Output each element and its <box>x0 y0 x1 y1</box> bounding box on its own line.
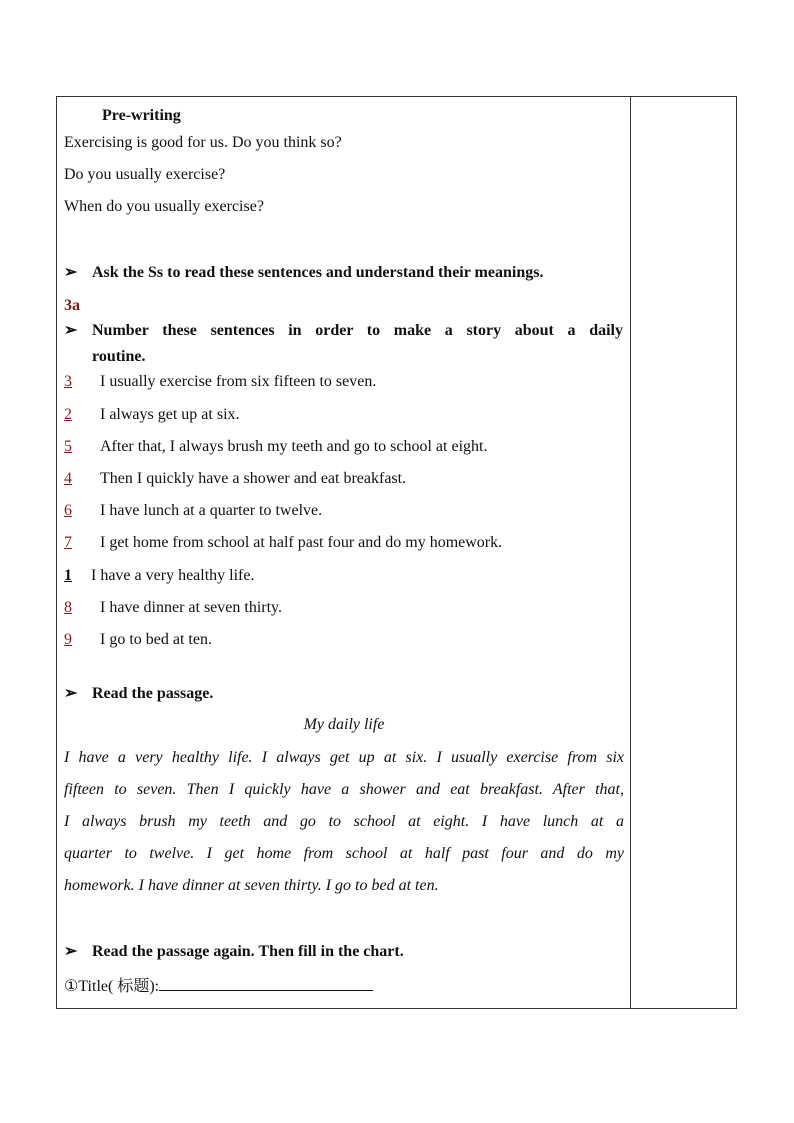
ordering-item <box>64 630 212 650</box>
ordering-sentence: I have a very healthy life. <box>91 567 255 584</box>
arrow-bullet-icon: ➢ <box>64 943 78 960</box>
fill-title-label: ①Title( 标题): <box>64 978 160 995</box>
passage-line: I always brush my teeth and go to school at eight. I have lunch at a <box>64 813 624 830</box>
order-number: 3 <box>64 373 72 390</box>
prewriting-question-1: Exercising is good for us. Do you think so? <box>64 134 342 151</box>
ordering-sentence: I have dinner at seven thirty. <box>100 599 283 616</box>
prewriting-heading: Pre-writing <box>102 107 181 124</box>
arrow-bullet-icon: ➢ <box>64 685 78 702</box>
ordering-item <box>64 437 488 457</box>
passage-line: fifteen to seven. Then I quickly have a shower and eat breakfast. After that, <box>64 781 624 798</box>
ordering-sentence: Then I quickly have a shower and eat breakfast. <box>100 470 407 487</box>
prewriting-question-3: When do you usually exercise? <box>64 198 264 215</box>
ordering-item <box>64 598 283 618</box>
passage-line: homework. I have dinner at seven thirty. I go to bed at ten. <box>64 877 439 894</box>
fill-title-row <box>64 976 373 997</box>
order-number: 4 <box>64 470 72 487</box>
order-number: 8 <box>64 599 72 616</box>
ordering-sentence: I have lunch at a quarter to twelve. <box>100 502 323 519</box>
section-3a-label: 3a <box>64 297 80 314</box>
order-number: 5 <box>64 438 72 455</box>
order-number: 1 <box>64 567 72 584</box>
table-column-divider <box>630 96 631 1009</box>
ordering-sentence: I get home from school at half past four and do my homework. <box>100 534 503 551</box>
passage-line: I have a very healthy life. I always get up at six. I usually exercise from six <box>64 749 624 766</box>
ordering-item <box>64 372 377 392</box>
arrow-bullet-icon: ➢ <box>64 322 78 339</box>
instruction-number-sentences-cont: routine. <box>92 348 146 365</box>
ordering-item <box>64 501 323 521</box>
ordering-item <box>64 533 503 553</box>
ordering-sentence: I go to bed at ten. <box>100 631 212 648</box>
ordering-sentence: After that, I always brush my teeth and go to school at eight. <box>100 438 488 455</box>
order-number: 9 <box>64 631 72 648</box>
order-number: 7 <box>64 534 72 551</box>
passage-line: quarter to twelve. I get home from school at half past four and do my <box>64 845 624 862</box>
ordering-item <box>64 469 407 489</box>
passage-body <box>64 742 624 902</box>
ordering-sentence: I always get up at six. <box>100 406 240 423</box>
prewriting-question-2: Do you usually exercise? <box>64 166 226 183</box>
ordering-sentence: I usually exercise from six fifteen to seven. <box>100 373 377 390</box>
passage-title: My daily life <box>303 716 385 733</box>
title-blank[interactable] <box>159 976 373 991</box>
order-number: 2 <box>64 406 72 423</box>
arrow-bullet-icon: ➢ <box>64 264 78 281</box>
ordering-item <box>64 405 240 425</box>
order-number: 6 <box>64 502 72 519</box>
ordering-item <box>64 566 255 586</box>
